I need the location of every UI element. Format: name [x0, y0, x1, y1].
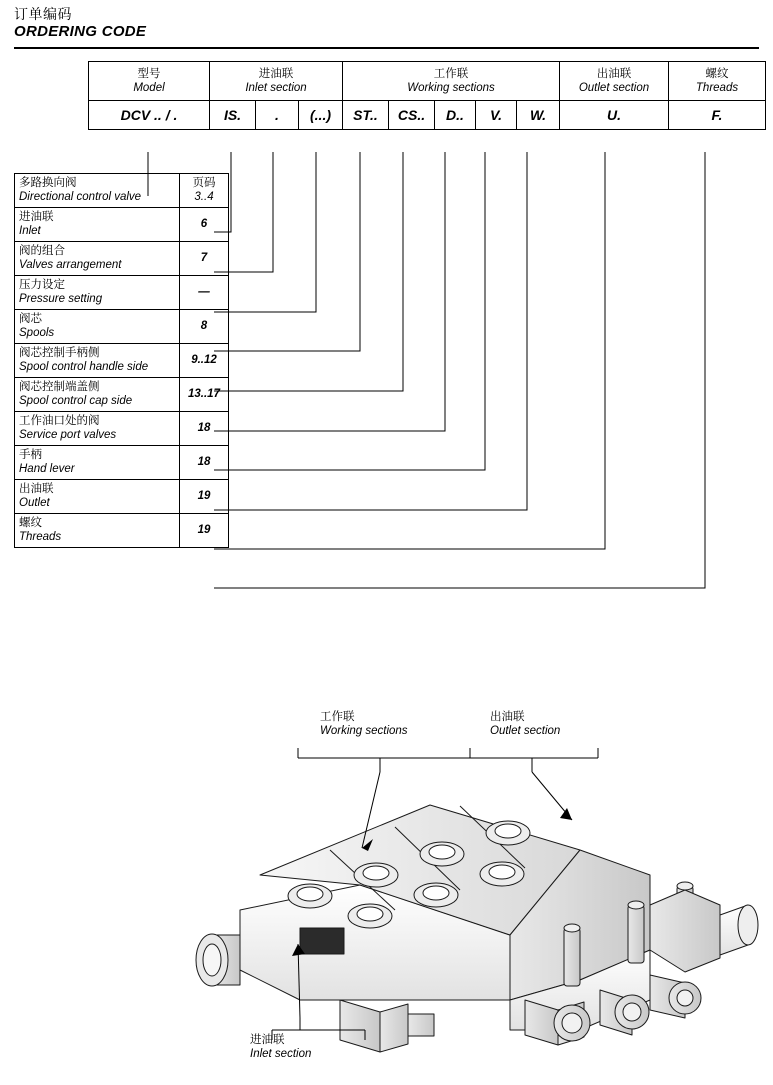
legend-row — [15, 242, 229, 276]
figure-label-inlet-section: 进油联 Inlet section — [250, 1034, 312, 1060]
legend-desc-en: Outlet — [19, 497, 50, 509]
legend-row — [15, 514, 229, 548]
page-title-en: ORDERING CODE — [14, 23, 147, 40]
legend-page: 13..17 — [180, 378, 229, 412]
page-title — [14, 6, 759, 41]
code-value-cell: U. — [560, 101, 669, 130]
legend-row — [15, 174, 229, 208]
legend-desc — [15, 514, 180, 548]
valve-assembly-figure — [180, 700, 773, 1080]
code-group-cell — [89, 62, 210, 101]
legend-desc-cn: 工作油口处的阀 — [19, 415, 100, 427]
code-value-cell: (...) — [299, 101, 343, 130]
legend-row — [15, 480, 229, 514]
code-value-cell: ST.. — [343, 101, 389, 130]
legend-row — [15, 208, 229, 242]
legend-desc — [15, 276, 180, 310]
legend-desc-cn: 阀芯 — [19, 313, 42, 325]
code-value-cell: . — [256, 101, 299, 130]
code-value-cell: D.. — [435, 101, 476, 130]
legend-page-value: 3..4 — [194, 191, 214, 203]
code-group-en: Inlet section — [245, 82, 307, 94]
code-value-cell: V. — [476, 101, 517, 130]
legend-desc — [15, 378, 180, 412]
legend-desc-en: Threads — [19, 531, 62, 543]
code-group-cell — [560, 62, 669, 101]
legend-row — [15, 378, 229, 412]
legend-page: 19 — [180, 480, 229, 514]
legend-desc-cn: 多路换向阀 — [19, 177, 77, 189]
code-group-cn: 螺纹 — [705, 68, 729, 80]
code-group-cn: 型号 — [137, 68, 161, 80]
legend-page: 8 — [180, 310, 229, 344]
header-divider — [14, 47, 759, 49]
code-group-en: Threads — [695, 82, 739, 94]
legend-desc-en: Pressure setting — [19, 293, 103, 305]
code-group-cell — [669, 62, 766, 101]
code-group-en: Outlet section — [578, 82, 650, 94]
legend-page — [180, 174, 229, 208]
legend-desc-en: Spool control cap side — [19, 395, 133, 407]
code-group-en: Working sections — [407, 82, 495, 94]
legend-page: 18 — [180, 412, 229, 446]
figure-label-working-sections: 工作联 Working sections — [320, 711, 408, 737]
legend-desc — [15, 208, 180, 242]
legend-page: 19 — [180, 514, 229, 548]
legend-desc-cn: 手柄 — [19, 449, 42, 461]
code-value-cell: F. — [669, 101, 766, 130]
code-value-cell: CS.. — [389, 101, 435, 130]
legend-desc-cn: 阀芯控制端盖侧 — [19, 381, 100, 393]
legend-desc-en: Hand lever — [19, 463, 75, 475]
legend-page: 7 — [180, 242, 229, 276]
code-value-cell: DCV .. / . — [89, 101, 210, 130]
legend-desc-en: Service port valves — [19, 429, 117, 441]
code-group-cn: 出油联 — [596, 68, 632, 80]
code-group-cell — [210, 62, 343, 101]
code-value-cell: W. — [517, 101, 560, 130]
legend-row — [15, 344, 229, 378]
legend-desc — [15, 446, 180, 480]
legend-desc-en: Valves arrangement — [19, 259, 122, 271]
code-group-en: Model — [133, 82, 165, 94]
code-value-row — [89, 101, 766, 130]
legend-row — [15, 276, 229, 310]
legend-desc-cn: 阀芯控制手柄侧 — [19, 347, 100, 359]
legend-desc-en: Inlet — [19, 225, 41, 237]
legend-desc-en: Directional control valve — [19, 191, 142, 203]
legend-desc-cn: 进油联 — [19, 211, 54, 223]
code-group-cn: 工作联 — [433, 68, 469, 80]
legend-desc-cn: 压力设定 — [19, 279, 65, 291]
code-group-cn: 进油联 — [258, 68, 294, 80]
legend-desc — [15, 310, 180, 344]
legend-page: 6 — [180, 208, 229, 242]
legend-row — [15, 412, 229, 446]
legend-row — [15, 310, 229, 344]
legend-desc-cn: 阀的组合 — [19, 245, 65, 257]
ordering-code-table — [88, 61, 766, 130]
legend-desc — [15, 242, 180, 276]
figure-leader-lines — [180, 700, 773, 1080]
legend-desc-en: Spool control handle side — [19, 361, 149, 373]
legend-page: 18 — [180, 446, 229, 480]
legend-desc-cn: 出油联 — [19, 483, 54, 495]
legend-desc — [15, 344, 180, 378]
legend-table — [14, 173, 229, 548]
legend-desc — [15, 174, 180, 208]
code-group-row — [89, 62, 766, 101]
page-title-cn: 订单编码 — [14, 6, 72, 22]
legend-desc-cn: 螺纹 — [19, 517, 42, 529]
legend-page: — — [180, 276, 229, 310]
legend-page-header: 页码 — [192, 177, 216, 189]
legend-desc — [15, 480, 180, 514]
legend-desc-en: Spools — [19, 327, 55, 339]
legend-page: 9..12 — [180, 344, 229, 378]
figure-label-outlet-section: 出油联 Outlet section — [490, 711, 561, 737]
legend-desc — [15, 412, 180, 446]
legend-row — [15, 446, 229, 480]
code-value-cell: IS. — [210, 101, 256, 130]
code-group-cell — [343, 62, 560, 101]
